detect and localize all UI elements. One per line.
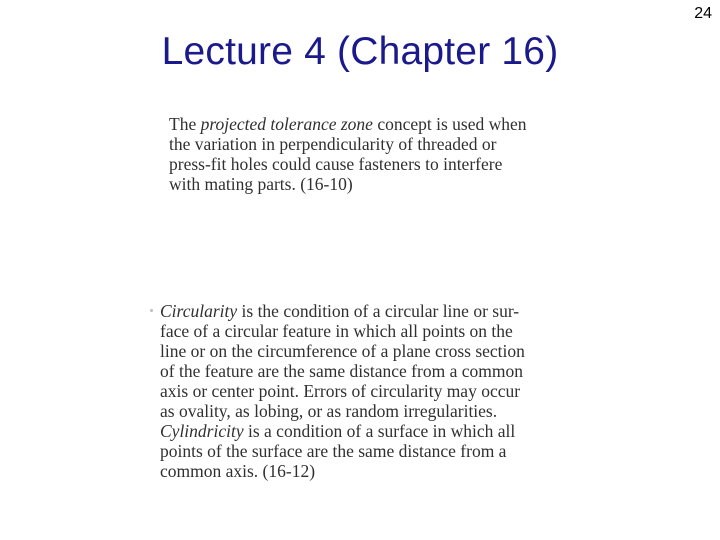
text-line: of the feature are the same distance from a common (160, 361, 523, 381)
text-line: face of a circular feature in which all points on the (160, 321, 513, 341)
text-line: with mating parts. (16-10) (169, 174, 353, 194)
text-line: axis or center point. Errors of circularity may occur (160, 381, 521, 401)
text-line: line or on the circumference of a plane cross section (160, 341, 525, 361)
text-line: press-fit holes could cause fasteners to interfere (169, 154, 503, 174)
text-line: points of the surface are the same distance from a (160, 441, 507, 461)
text-line (160, 301, 555, 321)
text-line: common axis. (16-12) (160, 461, 316, 481)
text-line (169, 114, 564, 134)
text-run: is a condition of a surface in which all (243, 421, 516, 441)
circularity-cylindricity-text (160, 301, 555, 481)
text-line: the variation in perpendicularity of threaded or (169, 134, 497, 154)
term-circularity: Circularity (160, 301, 238, 321)
text-line (160, 421, 555, 441)
text-run: The (169, 114, 201, 134)
text-line: as ovality, as lobing, or as random irregularities. (160, 401, 498, 421)
term-projected-tolerance-zone: projected tolerance zone (200, 114, 373, 134)
bullet-dot (150, 309, 153, 312)
slide-title: Lecture 4 (Chapter 16) (161, 30, 559, 73)
term-cylindricity: Cylindricity (160, 421, 244, 441)
page-number: 24 (694, 5, 712, 22)
projected-tolerance-zone-text (169, 114, 564, 194)
text-run: concept is used when (372, 114, 527, 134)
text-run: is the condition of a circular line or sur- (237, 301, 520, 321)
